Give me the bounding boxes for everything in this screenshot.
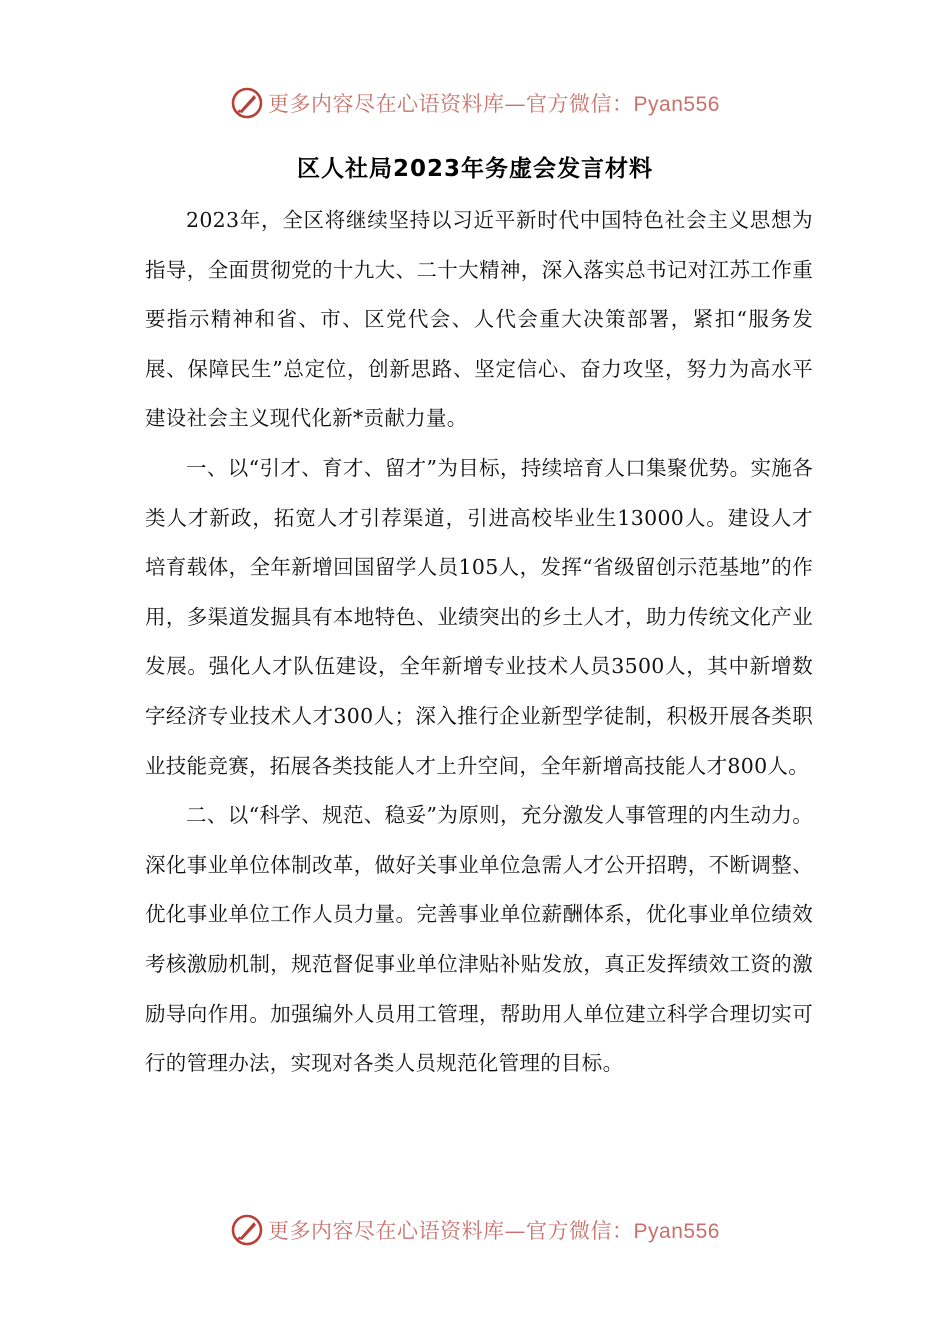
quill-pen-logo-icon: [230, 1213, 264, 1247]
wechat-id: Pyan556: [633, 93, 720, 116]
wechat-id: Pyan556: [633, 1220, 720, 1243]
watermark-text: 更多内容尽在心语资料库—官方微信：Pyan556: [268, 1219, 720, 1243]
document-title: 区人社局2023年务虚会发言材料: [296, 156, 653, 182]
quill-pen-logo-icon: [230, 86, 264, 120]
paragraph-section-1: 一、以“引才、育才、留才”为目标，持续培育人口集聚优势。实施各类人才新政，拓宽人才引荐渠道，引进高校毕业生13000人。建设人才培育载体，全年新增回国留学人员105人，发挥“省级留创示范基地”的作用，多渠道发掘具有本地特色、业绩突出的乡土人才，助力传统文化产业发展。强化人才队伍建设，全年新增专业技术人员3500人，其中新增数字经济专业技术人才300人；深入推行企业新型学徒制，积极开展各类职业技能竞赛，拓展各类技能人才上升空间，全年新增高技能人才800人。: [145, 455, 813, 778]
watermark-text: 更多内容尽在心语资料库—官方微信：Pyan556: [268, 92, 720, 116]
document-body: [145, 196, 813, 1089]
watermark-banner-bottom: [0, 1210, 950, 1250]
paragraph-section-2: 二、以“科学、规范、稳妥”为原则，充分激发人事管理的内生动力。深化事业单位体制改革，做好关事业单位急需人才公开招聘，不断调整、优化事业单位工作人员力量。完善事业单位薪酬体系，优化事业单位绩效考核激励机制，规范督促事业单位津贴补贴发放，真正发挥绩效工资的激励导向作用。加强编外人员用工管理，帮助用人单位建立科学合理切实可行的管理办法，实现对各类人员规范化管理的目标。: [145, 803, 813, 1076]
watermark-banner-top: [0, 83, 950, 123]
paragraph-intro: 2023年，全区将继续坚持以习近平新时代中国特色社会主义思想为指导，全面贯彻党的十九大、二十大精神，深入落实总书记对江苏工作重要指示精神和省、市、区党代会、人代会重大决策部署，紧扣“服务发展、保障民生”总定位，创新思路、坚定信心、奋力攻坚，努力为高水平建设社会主义现代化新*贡献力量。: [145, 208, 813, 431]
